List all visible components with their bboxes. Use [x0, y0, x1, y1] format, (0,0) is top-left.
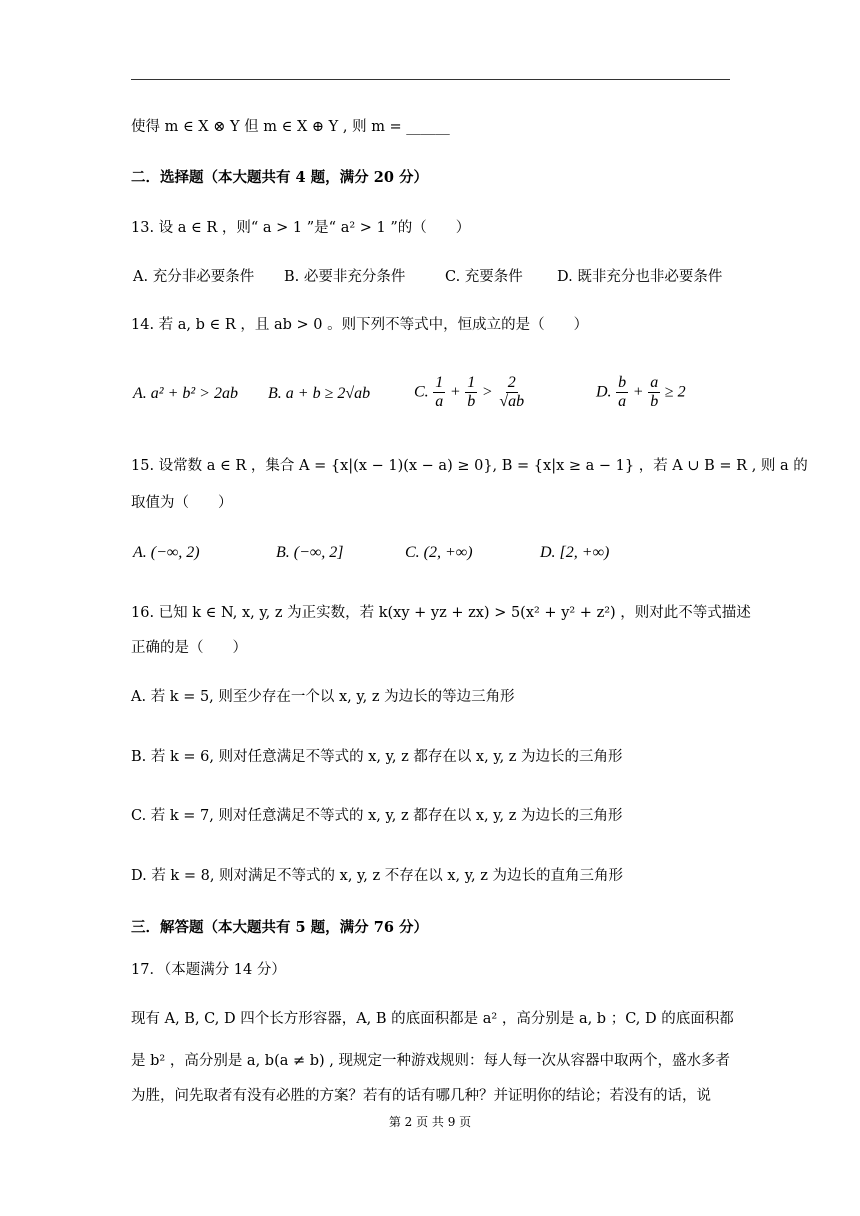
q15-option-a: A. (−∞, 2) [133, 544, 200, 561]
q16-option-d: D. 若 k = 8, 则对满足不等式的 x, y, z 不存在以 x, y, z 为边长的直角三角形 [131, 868, 624, 884]
fraction: $\frac{a}{b}$ [650, 374, 659, 410]
q14-stem: 14. 若 a, b ∈ R ，且 ab > 0 。则下列不等式中，恒成立的是（ ） [131, 317, 589, 333]
q17-paragraph-line1: 现有 A, B, C, D 四个长方形容器，A, B 的底面积都是 a² ，高分别是 a, b ；C, D 的底面积都 [131, 1011, 734, 1027]
q13-option-b: B. 必要非充分条件 [284, 269, 406, 285]
q15-option-d: D. [2, +∞) [540, 544, 610, 561]
q13-option-c: C. 充要条件 [445, 269, 523, 285]
q13-stem: 13. 设 a ∈ R ，则“ a > 1 ”是“ a² > 1 ”的（ ） [131, 220, 471, 236]
q16-option-b: B. 若 k = 6, 则对任意满足不等式的 x, y, z 都存在以 x, y, z 为边长的三角形 [131, 749, 623, 765]
q14-option-b: B. a + b ≥ 2√ab [268, 385, 371, 402]
fraction: $\frac{1}{b}$ [467, 374, 476, 410]
q14-option-a: A. a² + b² > 2ab [133, 385, 238, 402]
q15-stem-line2: 取值为（ ） [131, 495, 233, 511]
q14-option-c: C. $\frac{1}{a}$ + $\frac{1}{b}$ > $\frac{2}{√ab}$ [414, 374, 525, 410]
q13-option-d: D. 既非充分也非必要条件 [557, 269, 723, 285]
section-2-heading: 二．选择题（本大题共有 4 题，满分 20 分） [131, 169, 428, 186]
q13-option-a: A. 充分非必要条件 [133, 269, 255, 285]
fraction: $\frac{b}{a}$ [618, 374, 627, 410]
fraction: $\frac{1}{a}$ [435, 374, 444, 410]
q17-heading: 17．（本题满分 14 分） [131, 962, 286, 978]
fraction: $\frac{2}{√ab}$ [499, 374, 525, 410]
q15-stem-line1: 15. 设常数 a ∈ R ，集合 A = {x|(x − 1)(x − a) ≥ 0}, B = {x|x ≥ a − 1} ，若 A ∪ B = R , 则 a 的 [131, 458, 808, 474]
page-footer: 第 2 页 共 9 页 [388, 1115, 472, 1129]
carry-over-line: 使得 m ∈ X ⊗ Y 但 m ∈ X ⊕ Y , 则 m = ______ [131, 119, 450, 135]
q16-option-a: A. 若 k = 5, 则至少存在一个以 x, y, z 为边长的等边三角形 [131, 689, 515, 705]
section-3-heading: 三．解答题（本大题共有 5 题，满分 76 分） [131, 919, 428, 936]
q16-stem-line1: 16. 已知 k ∈ N, x, y, z 为正实数，若 k(xy + yz + zx) > 5(x² + y² + z²) ，则对此不等式描述 [131, 605, 751, 621]
q15-option-c: C. (2, +∞) [405, 544, 473, 561]
q15-option-b: B. (−∞, 2] [276, 544, 344, 561]
q14-option-d: D. $\frac{b}{a}$ + $\frac{a}{b}$ ≥ 2 [596, 374, 686, 410]
q16-stem-line2: 正确的是（ ） [131, 640, 247, 656]
q17-paragraph-line2: 是 b² ，高分别是 a, b(a ≠ b) , 现规定一种游戏规则：每人每一次从容器中取两个，盛水多者 [131, 1053, 730, 1069]
header-rule [131, 79, 730, 80]
q16-option-c: C. 若 k = 7, 则对任意满足不等式的 x, y, z 都存在以 x, y, z 为边长的三角形 [131, 808, 623, 824]
q17-paragraph-line3: 为胜，问先取者有没有必胜的方案？若有的话有哪几种？并证明你的结论；若没有的话，说 [131, 1088, 711, 1104]
